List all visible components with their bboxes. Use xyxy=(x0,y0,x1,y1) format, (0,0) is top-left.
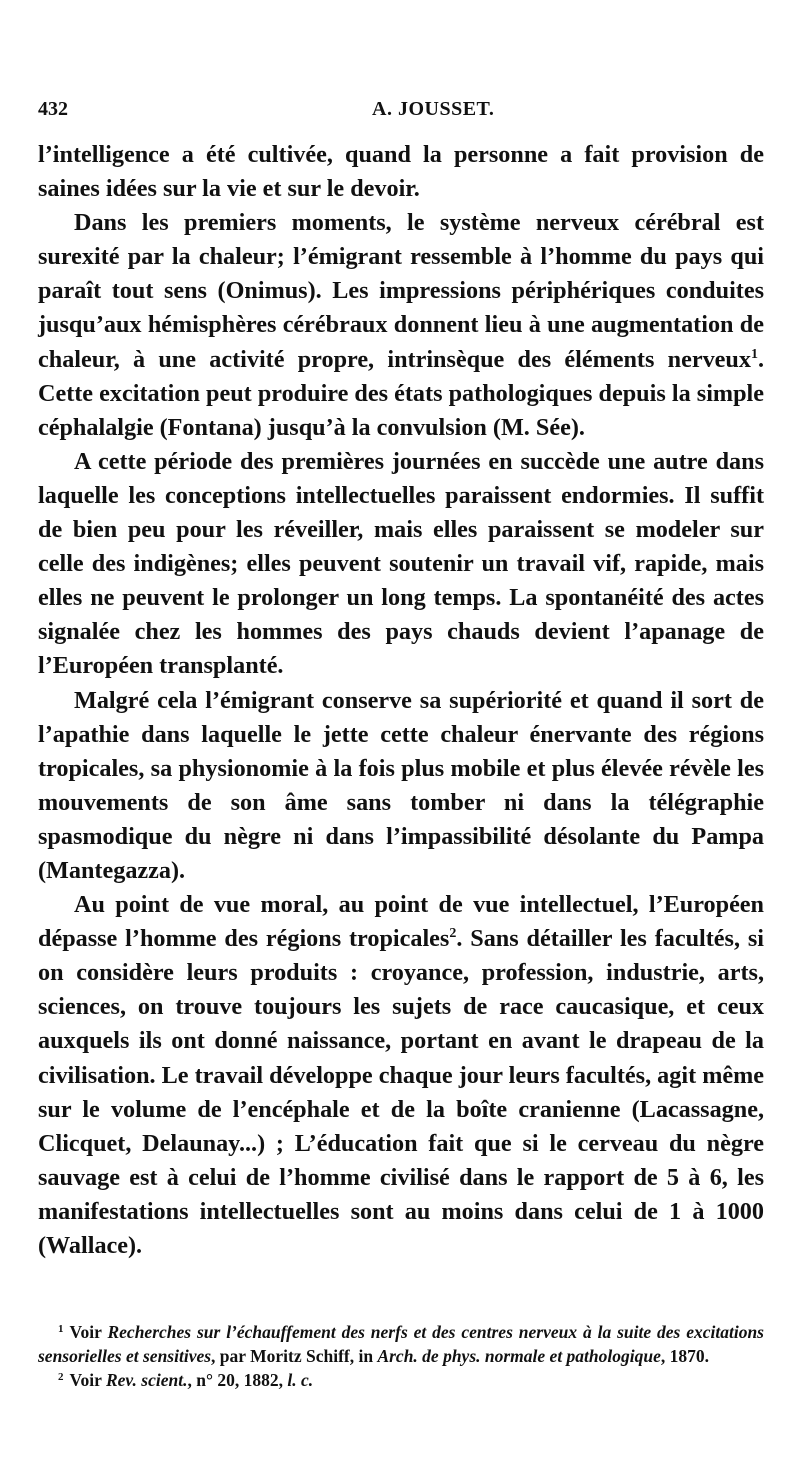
text-run: Voir xyxy=(69,1322,108,1342)
italic-title: l. c. xyxy=(287,1370,314,1390)
text-run: , n° 20, 1882, xyxy=(187,1370,288,1390)
paragraph xyxy=(38,684,764,889)
running-head: A. JOUSSET. xyxy=(372,98,495,120)
text-run: Voir xyxy=(69,1370,106,1390)
footnote xyxy=(38,1368,764,1392)
footnotes xyxy=(38,1320,764,1392)
footnote-mark: 2 xyxy=(58,1371,64,1383)
footnote-ref: 2 xyxy=(449,926,457,942)
text-run: Au point de vue moral, au point de vue intellectuel, l’Européen dépasse l’homme des régions tropicales xyxy=(38,891,764,953)
text-run: Dans les premiers moments, le système nerveux cérébral est surexité par la chaleur; l’émigrant ressemble à l’homme du pays qui paraît tout sens (Onimus). Les impressions périphériques conduites jusqu’aux hémisphères cérébraux donnent lieu à une augmentation de chaleur, à une activité propre, intrinsèque des éléments nerveux xyxy=(38,209,764,373)
text-run: . Cette excitation peut produire des états pathologiques depuis la simple céphalalgie (Fontana) jusqu’à la convulsion (M. Sée). xyxy=(38,345,764,441)
paragraph xyxy=(38,206,764,445)
footnote-mark: 1 xyxy=(58,1323,64,1335)
text-run: , 1870. xyxy=(660,1346,709,1366)
text-run: l’intelligence a été cultivée, quand la personne a fait provision de saines idées sur la vie et sur le devoir. xyxy=(38,141,764,203)
body-text xyxy=(38,138,764,1263)
paragraph xyxy=(38,888,764,1263)
text-run: Malgré cela l’émigrant conserve sa supériorité et quand il sort de l’apathie dans laquelle le jette cette chaleur énervante des régions tropicales, sa physionomie à la fois plus mobile et plus élevée révèle les mouvements de son âme sans tomber ni dans la télégraphie spasmodique du nègre ni dans l’impassibilité désolante du Pampa (Mantegazza). xyxy=(38,686,764,884)
footnote xyxy=(38,1320,764,1368)
paragraph xyxy=(38,445,764,684)
footnote-ref: 1 xyxy=(750,346,758,362)
italic-title: Arch. de phys. normale et pathologique xyxy=(377,1346,661,1366)
text-run: A cette période des premières journées en succède une autre dans laquelle les conceptions intellectuelles paraissent endormies. Il suffit de bien peu pour les réveiller, mais elles paraissent se modeler sur celle des indigènes; elles peuvent soutenir un travail vif, rapide, mais elles ne peuvent le prolonger un long temps. La spontanéité des actes signalée chez les hommes des pays chauds devient l’apanage de l’Européen transplanté. xyxy=(38,447,764,680)
text-run: . Sans détailler les facultés, si on considère leurs produits : croyance, profession, industrie, arts, sciences, on trouve toujours les sujets de race caucasique, et ceux auxquels ils ont donné naissance, portant en avant le drapeau de la civilisation. Le travail développe chaque jour leurs facultés, agit même sur le volume de l’encéphale et de la boîte cranienne (Lacassagne, Clicquet, Delaunay...) ; L’éducation fait que si le cerveau du nègre sauvage est à celui de l’homme civilisé dans le rapport de 5 à 6, les manifestations intellectuelles sont au moins dans celui de 1 à 1000 (Wallace). xyxy=(38,925,765,1259)
text-run: , par Moritz Schiff, in xyxy=(211,1346,378,1366)
paragraph xyxy=(38,138,764,206)
page-number: 432 xyxy=(38,98,68,120)
italic-title: Rev. scient. xyxy=(105,1370,188,1390)
page-header xyxy=(38,96,764,130)
italic-title: Recherches sur l’échauffement des nerfs et des centres nerveux à la suite des excitations sensorielles et sensitives xyxy=(38,1322,764,1366)
